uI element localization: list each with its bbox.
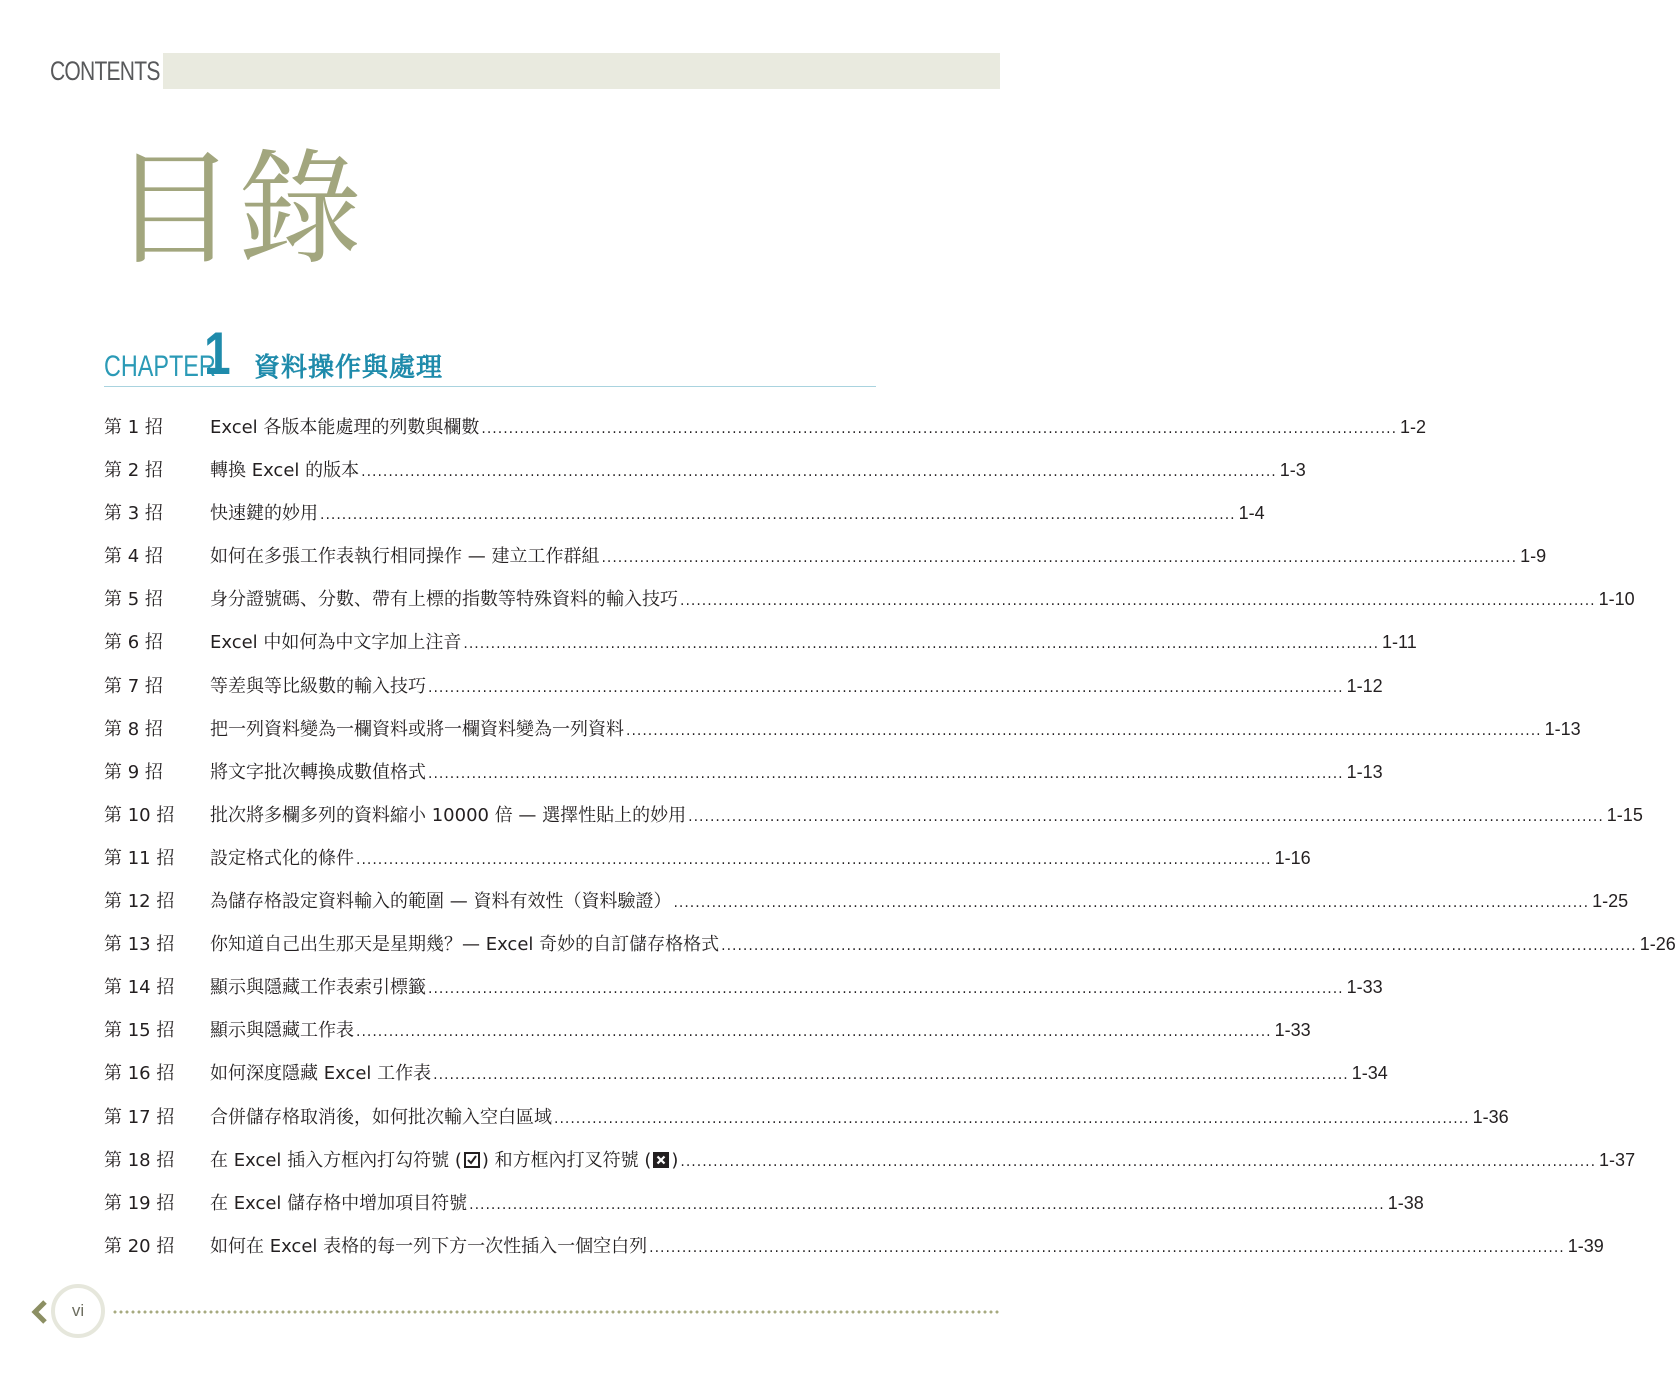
- toc-entry[interactable]: [104, 1182, 1424, 1225]
- toc-leader-dots: ........................................................................................................................................................................: [481, 421, 1398, 437]
- toc-entry-page: 1-4: [1238, 503, 1265, 524]
- toc-leader-dots: ........................................................................................................................................................................: [649, 1239, 1565, 1256]
- toc-entry[interactable]: [104, 1139, 1636, 1182]
- toc-entry-number: 第 7 招: [104, 675, 163, 697]
- toc-leader-dots: ........................................................................................................................................................................: [361, 464, 1277, 481]
- toc-leader-dots: ........................................................................................................................................................................: [626, 722, 1542, 739]
- toc-entry-title: Excel 中如何為中文字加上注音: [210, 632, 462, 654]
- toc-entry-title: 轉換 Excel 的版本: [210, 460, 360, 482]
- toc-entry-title: 顯示與隱藏工作表索引標籤: [210, 977, 426, 999]
- chapter-heading: [104, 320, 876, 387]
- toc-leader-dots: ........................................................................................................................................................................: [601, 550, 1518, 567]
- toc-entry[interactable]: [104, 1096, 1509, 1139]
- toc-leader-dots: ........................................................................................................................................................................: [554, 1110, 1470, 1127]
- toc-entry-title: 如何在 Excel 表格的每一列下方一次性插入一個空白列: [210, 1235, 648, 1257]
- toc-leader-dots: ........................................................................................................................................................................: [428, 981, 1344, 998]
- toc-entry[interactable]: [104, 923, 1676, 966]
- toc-leader-dots: ........................................................................................................................................................................: [433, 1067, 1349, 1084]
- toc-entry-number: 第 6 招: [104, 632, 163, 654]
- toc-leader-dots: ........................................................................................................................................................................: [428, 765, 1344, 782]
- page-title: 目錄: [112, 138, 365, 282]
- toc-entry-number: 第 10 招: [104, 804, 175, 826]
- chapter-number: 1: [204, 320, 231, 387]
- toc-entry-number: 第 3 招: [104, 503, 163, 525]
- toc-entry-page: 1-39: [1567, 1235, 1604, 1256]
- toc-entry-title: 如何深度隱藏 Excel 工作表: [210, 1063, 432, 1085]
- toc-leader-dots: ........................................................................................................................................................................: [356, 851, 1272, 868]
- contents-label: CONTENTS: [50, 56, 160, 86]
- toc-entry-title-part: ) 和方框內打叉符號 (: [481, 1149, 652, 1171]
- toc-entry-number: 第 2 招: [104, 460, 163, 482]
- toc-entry-page: 1-2: [1400, 417, 1427, 437]
- toc-entry-title: 把一列資料變為一欄資料或將一欄資料變為一列資料: [210, 718, 624, 740]
- toc-entry-number: 第 13 招: [104, 934, 175, 956]
- toc-leader-dots: ........................................................................................................................................................................: [463, 636, 1380, 653]
- toc-entry-title: 設定格式化的條件: [210, 847, 354, 869]
- toc-entry-number: 第 14 招: [104, 977, 175, 999]
- toc-entry[interactable]: [104, 406, 1427, 449]
- chapter-word: CHAPTER: [104, 350, 216, 383]
- toc-entry-title: [210, 1139, 678, 1182]
- toc-entry-title: Excel 各版本能處理的列數與欄數: [210, 417, 480, 438]
- toc-leader-dots: ........................................................................................................................................................................: [688, 808, 1604, 825]
- toc-leader-dots: ........................................................................................................................................................................: [320, 507, 1236, 524]
- toc-entry[interactable]: [104, 535, 1547, 578]
- toc-entry-number: 第 1 招: [104, 417, 163, 438]
- toc-entry-page: 1-15: [1606, 804, 1643, 825]
- toc-entry-page: 1-12: [1346, 675, 1383, 696]
- toc-entry-page: 1-33: [1274, 1020, 1311, 1041]
- toc-entry-title: 合併儲存格取消後，如何批次輸入空白區域: [210, 1106, 552, 1128]
- toc-entry-page: 1-25: [1592, 891, 1629, 912]
- toc-entry-number: 第 4 招: [104, 546, 163, 568]
- toc-entry-title: 身分證號碼、分數、帶有上標的指數等特殊資料的輸入技巧: [210, 589, 678, 611]
- toc-entry-number: 第 15 招: [104, 1020, 175, 1042]
- toc-entry[interactable]: [104, 578, 1635, 621]
- toc-entry[interactable]: [104, 449, 1306, 492]
- toc-entry-title: 等差與等比級數的輸入技巧: [210, 675, 426, 697]
- toc-entry[interactable]: [104, 837, 1311, 880]
- toc-entry-page: 1-16: [1274, 847, 1311, 868]
- toc-entry-title: 將文字批次轉換成數值格式: [210, 761, 426, 783]
- toc-entry-title: 快速鍵的妙用: [210, 503, 318, 525]
- cross-box-icon: [653, 1152, 669, 1168]
- toc-entry-page: 1-11: [1382, 632, 1417, 653]
- toc-entry[interactable]: [104, 794, 1643, 837]
- toc-entry-page: 1-38: [1387, 1192, 1424, 1213]
- toc-entry-number: 第 12 招: [104, 891, 175, 913]
- toc-entry-page: 1-36: [1472, 1106, 1509, 1127]
- table-of-contents: [104, 406, 1676, 1268]
- toc-entry-page: 1-34: [1351, 1063, 1388, 1084]
- toc-entry[interactable]: [104, 708, 1581, 751]
- toc-entry[interactable]: [104, 966, 1383, 1009]
- checkmark-box-icon: [464, 1152, 480, 1168]
- toc-entry-page: 1-37: [1599, 1149, 1636, 1170]
- toc-entry-title-part: ): [671, 1149, 679, 1171]
- footer-dotted-line: [112, 1310, 1000, 1314]
- toc-entry-title: 為儲存格設定資料輸入的範圍 — 資料有效性（資料驗證）: [210, 891, 672, 913]
- toc-entry-number: 第 19 招: [104, 1192, 175, 1214]
- toc-entry-number: 第 17 招: [104, 1106, 175, 1128]
- header-bar: [163, 53, 1000, 89]
- toc-entry-page: 1-3: [1279, 460, 1306, 481]
- toc-leader-dots: ........................................................................................................................................................................: [356, 1024, 1272, 1041]
- toc-entry-number: 第 11 招: [104, 847, 175, 869]
- toc-leader-dots: ........................................................................................................................................................................: [673, 895, 1590, 912]
- toc-entry-page: 1-13: [1346, 761, 1383, 782]
- toc-entry[interactable]: [104, 880, 1629, 923]
- toc-leader-dots: ........................................................................................................................................................................: [680, 593, 1596, 610]
- toc-entry[interactable]: [104, 1052, 1388, 1095]
- toc-entry[interactable]: [104, 1009, 1311, 1052]
- toc-entry-number: 第 18 招: [104, 1149, 175, 1171]
- toc-entry-page: 1-10: [1598, 589, 1635, 610]
- toc-entry-page: 1-13: [1544, 718, 1581, 739]
- toc-entry-page: 1-33: [1346, 977, 1383, 998]
- toc-entry-number: 第 5 招: [104, 589, 163, 611]
- toc-entry-number: 第 16 招: [104, 1063, 175, 1085]
- toc-entry-number: 第 9 招: [104, 761, 163, 783]
- toc-entry-title: 批次將多欄多列的資料縮小 10000 倍 — 選擇性貼上的妙用: [210, 804, 687, 826]
- page-number: vi: [71, 1301, 85, 1320]
- toc-entry[interactable]: [104, 665, 1383, 708]
- toc-entry-title: 如何在多張工作表執行相同操作 — 建立工作群組: [210, 546, 600, 568]
- toc-entry-title: 你知道自己出生那天是星期幾？— Excel 奇妙的自訂儲存格格式: [210, 934, 720, 956]
- toc-entry[interactable]: [104, 751, 1383, 794]
- toc-leader-dots: ........................................................................................................................................................................: [721, 938, 1637, 955]
- toc-entry-number: 第 8 招: [104, 718, 163, 740]
- chapter-title: 資料操作與處理: [254, 353, 444, 383]
- toc-entry-number: 第 20 招: [104, 1235, 175, 1257]
- toc-entry-title: 顯示與隱藏工作表: [210, 1020, 354, 1042]
- toc-entry-title-part: 在 Excel 插入方框內打勾符號 (: [210, 1149, 462, 1171]
- toc-entry[interactable]: [104, 621, 1417, 664]
- toc-entry-page: 1-26: [1639, 934, 1676, 955]
- toc-entry[interactable]: [104, 1225, 1604, 1268]
- toc-leader-dots: ........................................................................................................................................................................: [469, 1196, 1385, 1213]
- toc-leader-dots: ........................................................................................................................................................................: [680, 1153, 1597, 1170]
- toc-entry-title: 在 Excel 儲存格中增加項目符號: [210, 1192, 468, 1214]
- toc-leader-dots: ........................................................................................................................................................................: [428, 679, 1344, 696]
- previous-page-arrow-icon[interactable]: [30, 1300, 48, 1328]
- toc-entry[interactable]: [104, 492, 1265, 535]
- toc-entry-page: 1-9: [1520, 546, 1547, 567]
